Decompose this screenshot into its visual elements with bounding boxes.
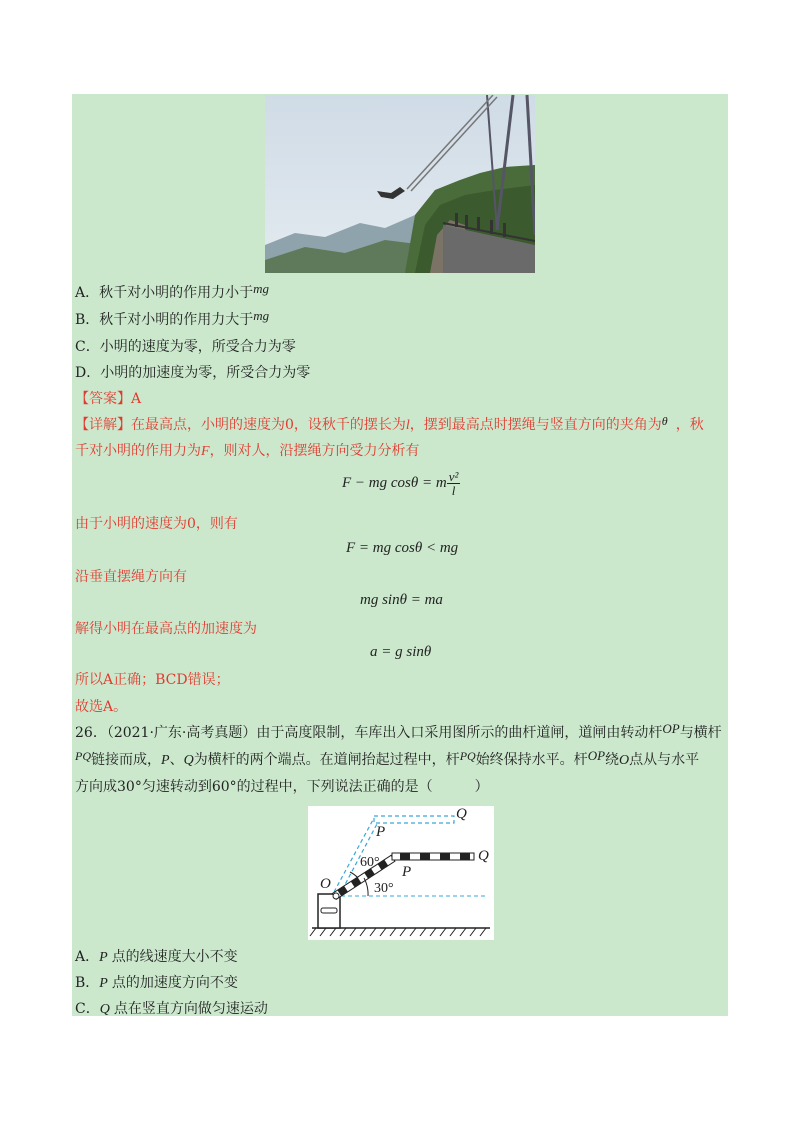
- label-angle-60: 60°: [360, 855, 380, 870]
- detail-text-6: 故选A。: [75, 699, 128, 715]
- equation-2: F = mg cosθ < mg: [346, 540, 459, 556]
- gate-diagram: [308, 806, 494, 940]
- detail-text-5: 所以A正确；BCD错误；: [75, 672, 230, 688]
- q26-line-2: PQ链接而成，P、Q为横杆的两个端点。在道闸抬起过程中，杆PQ始终保持水平。杆OP绕O点从与水平: [75, 748, 700, 768]
- option-d: D．小明的加速度为零，所受合力为零: [75, 365, 311, 381]
- label-p-mid: P: [402, 864, 412, 880]
- detail-line-2: 千对小明的作用力为F，则对人，沿摆绳方向受力分析有: [75, 443, 420, 459]
- label-angle-30: 30°: [374, 881, 394, 896]
- swing-photo: [265, 95, 535, 273]
- detail-line-1: 【详解】在最高点，小明的速度为0，设秋千的摆长为l，摆到最高点时摆绳与竖直方向的夹角为θ ，秋: [75, 414, 704, 433]
- label-p-top: P: [376, 824, 386, 840]
- equation-3: mg sinθ = ma: [360, 592, 443, 608]
- q26-line-3: 方向成30°匀速转动到60°的过程中，下列说法正确的是（ ）: [75, 779, 489, 795]
- option-a: A．秋千对小明的作用力小于mg: [75, 281, 270, 301]
- option-b: B．秋千对小明的作用力大于mg: [75, 308, 270, 328]
- q26-option-b: B．P 点的加速度方向不变: [75, 975, 238, 991]
- detail-text-2: 由于小明的速度为0，则有: [75, 516, 238, 532]
- detail-text-3: 沿垂直摆绳方向有: [75, 569, 187, 585]
- label-o: O: [320, 876, 331, 892]
- q26-option-c: C．Q 点在竖直方向做匀速运动: [75, 1001, 268, 1017]
- label-q-top: Q: [456, 806, 467, 822]
- q26-line-1: 26．（2021·广东·高考真题）由于高度限制，车库出入口采用图所示的曲杆道闸，道闸由转动杆OP与横杆: [75, 721, 722, 741]
- q26-option-a: A．P 点的线速度大小不变: [75, 949, 238, 965]
- equation-1: F − mg cosθ = m $\frac{\text{v²}}{l}$: [342, 469, 459, 498]
- detail-text-4: 解得小明在最高点的加速度为: [75, 621, 257, 637]
- equation-4: a = g sinθ: [370, 644, 432, 660]
- answer-line: 【答案】A: [75, 391, 142, 407]
- option-c: C．小明的速度为零，所受合力为零: [75, 339, 296, 355]
- label-q-mid: Q: [478, 848, 489, 864]
